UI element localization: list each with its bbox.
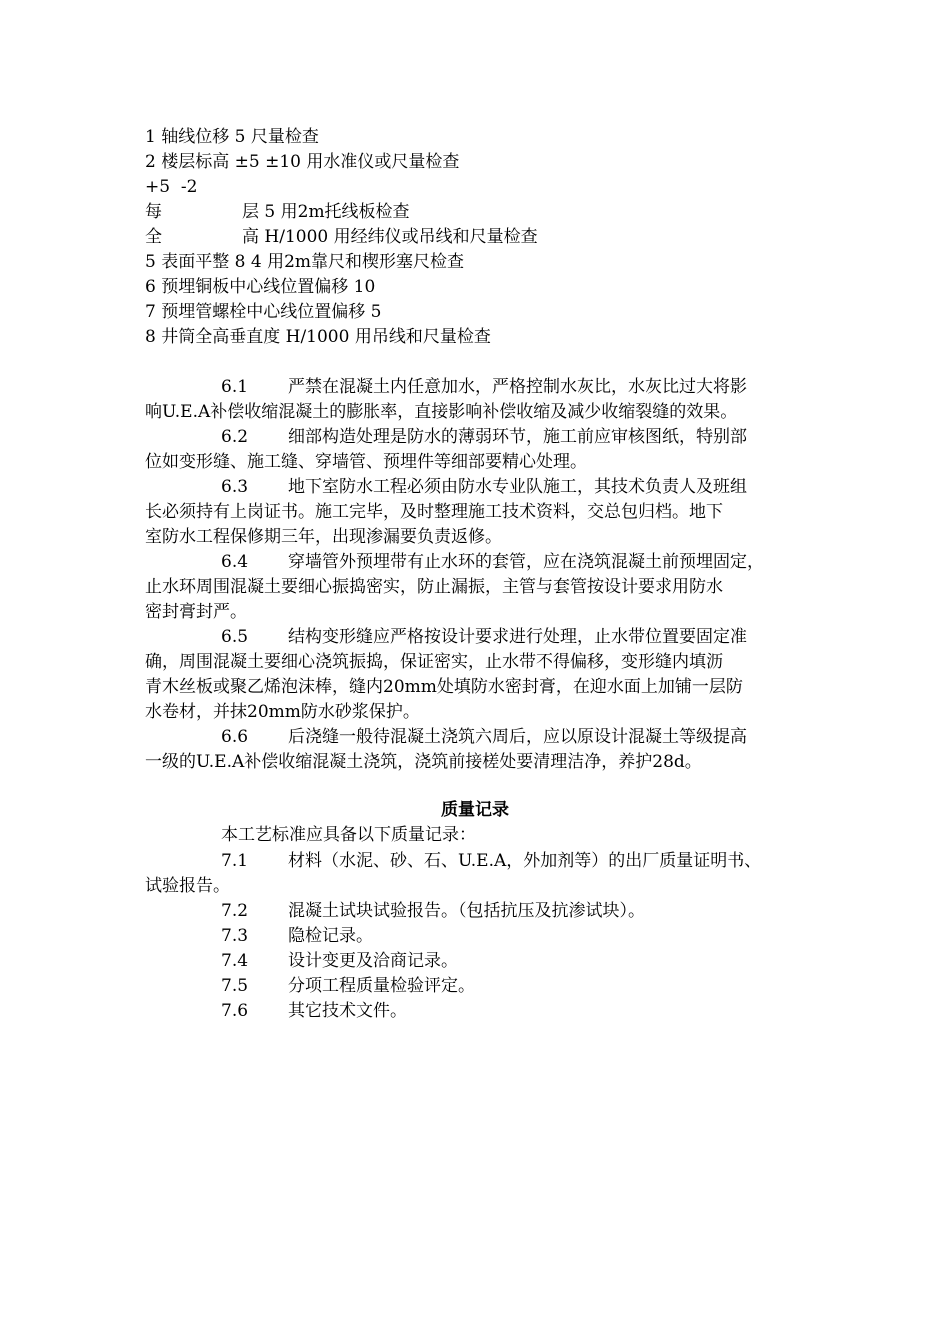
paragraph-text: 穿墙管外预埋带有止水环的套管，应在浇筑混凝土前预埋固定， bbox=[288, 552, 764, 572]
paragraph-text: 细部构造处理是防水的薄弱环节，施工前应审核图纸，特别部 bbox=[288, 427, 747, 447]
table-cell: 每 bbox=[145, 202, 162, 222]
table-line: 2 楼层标高 ±5 ±10 用水准仪或尺量检查 bbox=[145, 152, 460, 172]
item-number: 6.2 bbox=[221, 427, 249, 447]
paragraph-text: 结构变形缝应严格按设计要求进行处理，止水带位置要固定准 bbox=[288, 627, 747, 647]
paragraph-text: 设计变更及洽商记录。 bbox=[288, 951, 458, 971]
paragraph-text: 地下室防水工程必须由防水专业队施工，其技术负责人及班组 bbox=[288, 477, 747, 497]
table-cell: 层 5 用2m托线板检查 bbox=[242, 202, 410, 222]
paragraph-text: 试验报告。 bbox=[145, 876, 230, 896]
paragraph-text: 分项工程质量检验评定。 bbox=[288, 976, 475, 996]
paragraph-text: 隐检记录。 bbox=[288, 926, 373, 946]
paragraph-text: 水卷材，并抹20mm防水砂浆保护。 bbox=[145, 702, 420, 722]
paragraph-text: 密封膏封严。 bbox=[145, 602, 247, 622]
paragraph-text: 其它技术文件。 bbox=[288, 1001, 407, 1021]
item-number: 7.6 bbox=[221, 1001, 249, 1021]
table-cell: 全 bbox=[145, 227, 162, 247]
table-line: 1 轴线位移 5 尺量检查 bbox=[145, 127, 319, 147]
paragraph-text: 后浇缝一般待混凝土浇筑六周后，应以原设计混凝土等级提高 bbox=[288, 727, 747, 747]
item-number: 7.2 bbox=[221, 901, 249, 921]
paragraph-text: 响U.E.A补偿收缩混凝土的膨胀率，直接影响补偿收缩及减少收缩裂缝的效果。 bbox=[145, 402, 738, 422]
item-number: 6.1 bbox=[221, 377, 249, 397]
item-number: 6.4 bbox=[221, 552, 249, 572]
paragraph-text: 材料（水泥、砂、石、U.E.A，外加剂等）的出厂质量证明书、 bbox=[288, 851, 762, 871]
section-title: 质量记录 bbox=[441, 800, 509, 820]
paragraph-text: 室防水工程保修期三年，出现渗漏要负责返修。 bbox=[145, 527, 502, 547]
paragraph-text: 确，周围混凝土要细心浇筑振捣，保证密实，止水带不得偏移，变形缝内填沥 bbox=[145, 652, 723, 672]
table-line: 8 井筒全高垂直度 H/1000 用吊线和尺量检查 bbox=[145, 327, 491, 347]
paragraph-text: 长必须持有上岗证书。施工完毕，及时整理施工技术资料，交总包归档。地下 bbox=[145, 502, 723, 522]
paragraph-text: 混凝土试块试验报告。（包括抗压及抗渗试块）。 bbox=[288, 901, 645, 921]
paragraph-text: 严禁在混凝土内任意加水，严格控制水灰比，水灰比过大将影 bbox=[288, 377, 747, 397]
table-cell: 高 H/1000 用经纬仪或吊线和尺量检查 bbox=[242, 227, 538, 247]
table-line: 6 预埋铜板中心线位置偏移 10 bbox=[145, 277, 376, 297]
table-line: 5 表面平整 8 4 用2m靠尺和楔形塞尺检查 bbox=[145, 252, 464, 272]
item-number: 6.6 bbox=[221, 727, 249, 747]
paragraph-text: 位如变形缝、施工缝、穿墙管、预埋件等细部要精心处理。 bbox=[145, 452, 587, 472]
item-number: 7.5 bbox=[221, 976, 249, 996]
paragraph-text: 青木丝板或聚乙烯泡沫棒，缝内20mm处填防水密封膏，在迎水面上加铺一层防 bbox=[145, 677, 743, 697]
table-line: +5 -2 bbox=[145, 177, 198, 197]
item-number: 7.1 bbox=[221, 851, 249, 871]
item-number: 6.3 bbox=[221, 477, 249, 497]
paragraph-text: 一级的U.E.A补偿收缩混凝土浇筑，浇筑前接槎处要清理洁净，养护28d。 bbox=[145, 752, 702, 772]
item-number: 7.4 bbox=[221, 951, 249, 971]
table-line: 7 预埋管螺栓中心线位置偏移 5 bbox=[145, 302, 382, 322]
intro-text: 本工艺标准应具备以下质量记录： bbox=[221, 825, 476, 845]
item-number: 7.3 bbox=[221, 926, 249, 946]
paragraph-text: 止水环周围混凝土要细心振捣密实，防止漏振，主管与套管按设计要求用防水 bbox=[145, 577, 723, 597]
item-number: 6.5 bbox=[221, 627, 249, 647]
